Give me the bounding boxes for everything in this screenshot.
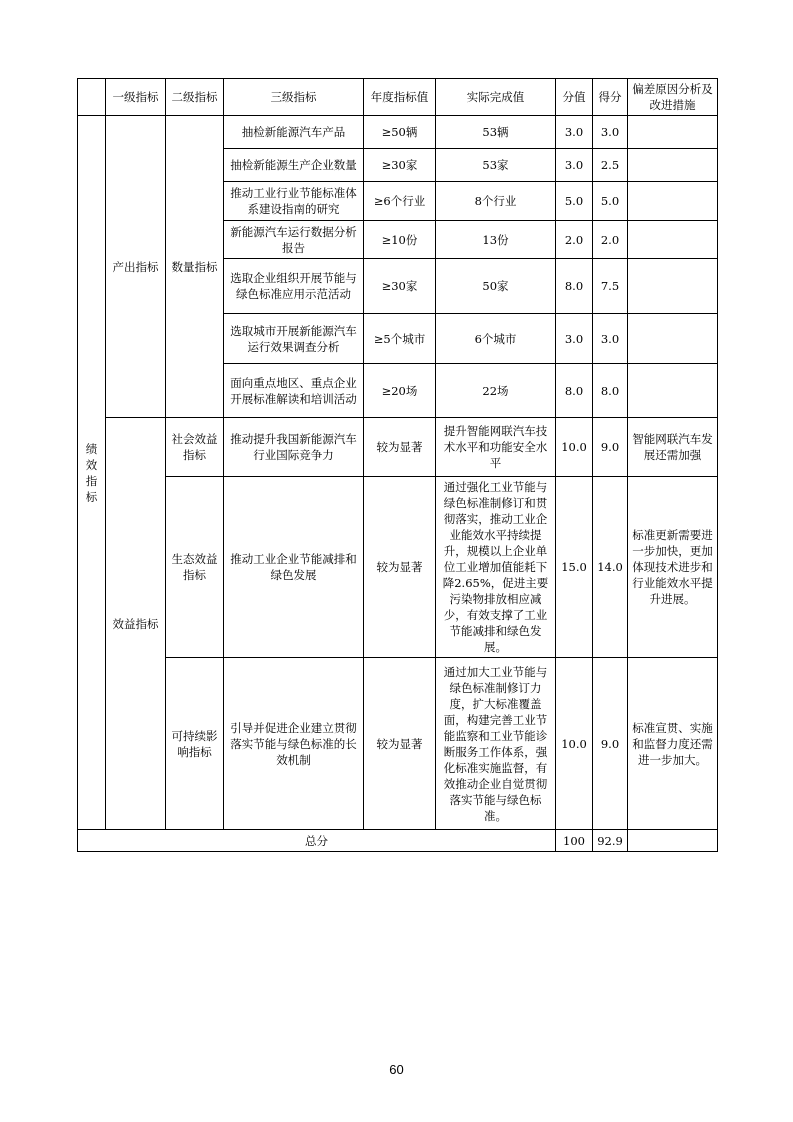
level2-cell: 生态效益指标: [166, 477, 224, 658]
level3-cell: 面向重点地区、重点企业开展标准解读和培训活动: [224, 364, 364, 418]
actual-cell: 53辆: [436, 116, 556, 149]
note-cell: [628, 116, 718, 149]
level0-cell: 绩效指标: [78, 116, 106, 830]
header-note: 偏差原因分析及改进措施: [628, 79, 718, 116]
score-cell: 3.0: [556, 149, 593, 182]
level3-cell: 引导并促进企业建立贯彻落实节能与绿色标准的长效机制: [224, 658, 364, 830]
note-cell: 标准更新需要进一步加快，更加体现技术进步和行业能效水平提升进展。: [628, 477, 718, 658]
target-cell: 较为显著: [364, 658, 436, 830]
level3-cell: 抽检新能源汽车产品: [224, 116, 364, 149]
table-row: [78, 658, 718, 830]
score-cell: 3.0: [556, 116, 593, 149]
target-cell: ≥50辆: [364, 116, 436, 149]
actual-cell: 通过强化工业节能与绿色标准制修订和贯彻落实，推动工业企业能效水平持续提升，规模以上企业单位工业增加值能耗下降2.65%，促进主要污染物排放相应减少，有效支撑了工业节能减排和绿色发展。: [436, 477, 556, 658]
note-cell: [628, 314, 718, 364]
target-cell: ≥30家: [364, 259, 436, 314]
level3-cell: 选取城市开展新能源汽车运行效果调查分析: [224, 314, 364, 364]
score-cell: 8.0: [556, 364, 593, 418]
total-got: 92.9: [593, 830, 628, 852]
header-level2: 二级指标: [166, 79, 224, 116]
note-cell: 智能网联汽车发展还需加强: [628, 418, 718, 477]
total-note: [628, 830, 718, 852]
target-cell: 较为显著: [364, 418, 436, 477]
actual-cell: 50家: [436, 259, 556, 314]
level3-cell: 新能源汽车运行数据分析报告: [224, 221, 364, 259]
actual-cell: 8个行业: [436, 182, 556, 221]
got-cell: 7.5: [593, 259, 628, 314]
table-row: [78, 418, 718, 477]
actual-cell: 22场: [436, 364, 556, 418]
header-score: 分值: [556, 79, 593, 116]
total-row: [78, 830, 718, 852]
score-cell: 3.0: [556, 314, 593, 364]
output-level1-cell: 产出指标: [106, 116, 166, 418]
level3-cell: 推动工业行业节能标准体系建设指南的研究: [224, 182, 364, 221]
total-label: 总分: [78, 830, 556, 852]
score-cell: 2.0: [556, 221, 593, 259]
actual-cell: 13份: [436, 221, 556, 259]
note-cell: [628, 259, 718, 314]
header-got: 得分: [593, 79, 628, 116]
score-cell: 15.0: [556, 477, 593, 658]
got-cell: 8.0: [593, 364, 628, 418]
note-cell: 标准宣贯、实施和监督力度还需进一步加大。: [628, 658, 718, 830]
performance-indicator-table: [77, 78, 718, 852]
target-cell: 较为显著: [364, 477, 436, 658]
level2-cell: 社会效益指标: [166, 418, 224, 477]
level3-cell: 抽检新能源生产企业数量: [224, 149, 364, 182]
target-cell: ≥20场: [364, 364, 436, 418]
got-cell: 14.0: [593, 477, 628, 658]
level2-cell: 可持续影响指标: [166, 658, 224, 830]
benefit-level1-cell: 效益指标: [106, 418, 166, 830]
target-cell: ≥5个城市: [364, 314, 436, 364]
table-row: [78, 477, 718, 658]
header-level1: 一级指标: [106, 79, 166, 116]
actual-cell: 通过加大工业节能与绿色标准制修订力度，扩大标准覆盖面，构建完善工业节能监察和工业节能诊断服务工作体系，强化标准实施监督，有效推动企业自觉贯彻落实节能与绿色标准。: [436, 658, 556, 830]
level3-cell: 推动工业企业节能减排和绿色发展: [224, 477, 364, 658]
got-cell: 3.0: [593, 116, 628, 149]
note-cell: [628, 364, 718, 418]
table-header-row: [78, 79, 718, 116]
header-target: 年度指标值: [364, 79, 436, 116]
total-score: 100: [556, 830, 593, 852]
table-row: [78, 116, 718, 149]
note-cell: [628, 149, 718, 182]
got-cell: 9.0: [593, 418, 628, 477]
score-cell: 5.0: [556, 182, 593, 221]
output-level2-cell: 数量指标: [166, 116, 224, 418]
got-cell: 5.0: [593, 182, 628, 221]
note-cell: [628, 182, 718, 221]
actual-cell: 提升智能网联汽车技术水平和功能安全水平: [436, 418, 556, 477]
level3-cell: 推动提升我国新能源汽车行业国际竞争力: [224, 418, 364, 477]
target-cell: ≥30家: [364, 149, 436, 182]
got-cell: 2.0: [593, 221, 628, 259]
note-cell: [628, 221, 718, 259]
level3-cell: 选取企业组织开展节能与绿色标准应用示范活动: [224, 259, 364, 314]
score-cell: 10.0: [556, 658, 593, 830]
page-number: 60: [389, 1062, 404, 1077]
target-cell: ≥6个行业: [364, 182, 436, 221]
header-actual: 实际完成值: [436, 79, 556, 116]
got-cell: 2.5: [593, 149, 628, 182]
header-cell: [78, 79, 106, 116]
actual-cell: 53家: [436, 149, 556, 182]
got-cell: 9.0: [593, 658, 628, 830]
score-cell: 10.0: [556, 418, 593, 477]
target-cell: ≥10份: [364, 221, 436, 259]
actual-cell: 6个城市: [436, 314, 556, 364]
got-cell: 3.0: [593, 314, 628, 364]
score-cell: 8.0: [556, 259, 593, 314]
header-level3: 三级指标: [224, 79, 364, 116]
